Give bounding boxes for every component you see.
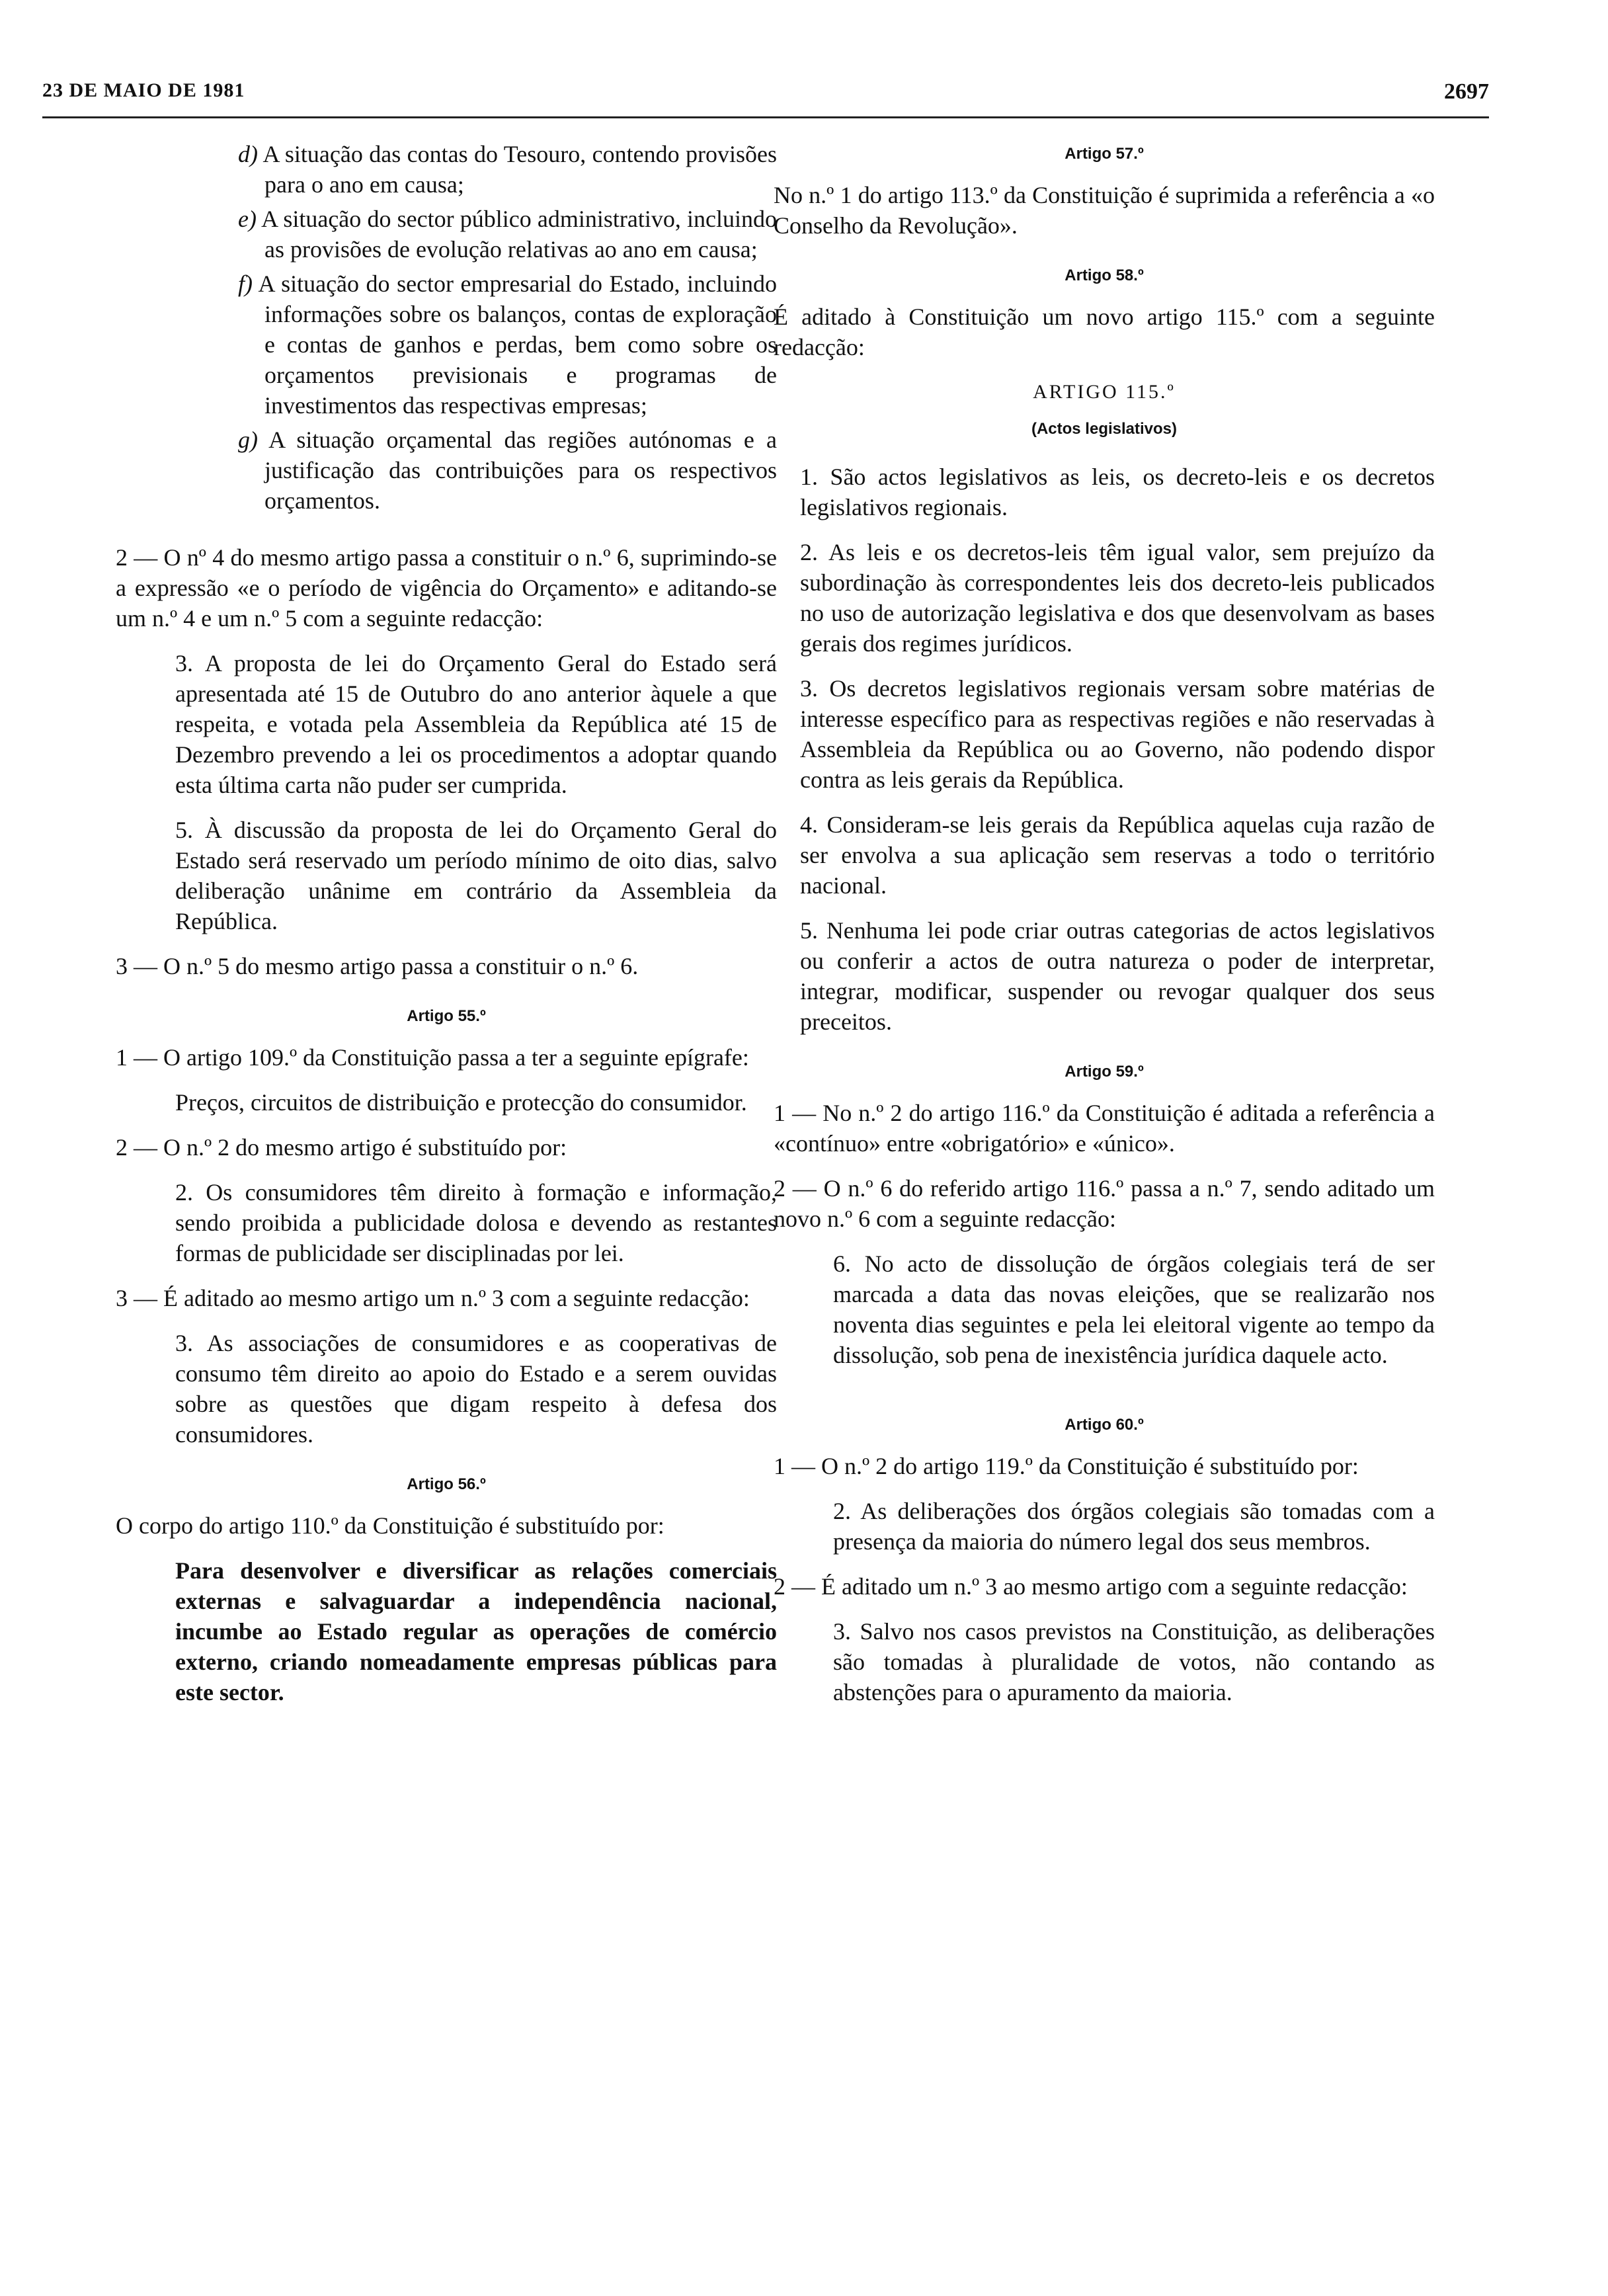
article-heading: Artigo 58.º [1065,266,1144,284]
paragraph: É aditado à Constituição um novo artigo 115.º com a seguinte redacção: [774,304,1435,360]
paragraph: No n.º 1 do artigo 113.º da Constituição é suprimida a referência a «o Conselho da Revolução». [774,182,1435,239]
item-letter: e) [238,206,257,232]
paragraph: 1 — O n.º 2 do artigo 119.º da Constituição é substituído por: [774,1453,1359,1479]
paragraph: 2 — O n.º 6 do referido artigo 116.º passa a n.º 7, sendo aditado um novo n.º 6 com a seguinte redacção: [774,1175,1435,1232]
paragraph: 2 — O nº 4 do mesmo artigo passa a constituir o n.º 6, suprimindo-se a expressão «e o período de vigência do Orçamento» e aditando-se um n.º 4 e um n.º 5 com a seguinte redacção: [116,544,777,632]
quoted-paragraph: Preços, circuitos de distribuição e protecção do consumidor. [175,1089,747,1116]
item-letter: g) [238,427,258,453]
quoted-paragraph: 6. No acto de dissolução de órgãos colegiais terá de ser marcada a data das novas eleições, que se realizarão nos noventa dias seguintes e pela lei eleitoral vigente ao tempo da dissolução, sob pena de inexistência jurídica daquele acto. [833,1250,1435,1368]
quoted-paragraph: 3. A proposta de lei do Orçamento Geral do Estado será apresentada até 15 de Outubro do ano anterior àquele a que respeita, e votada pela Assembleia da República até 15 de Dezembro prevendo a lei os procedimentos a adoptar quando esta última carta não puder ser cumprida. [175,650,777,798]
quoted-paragraph: 3. Os decretos legislativos regionais versam sobre matérias de interesse específico para as respectivas regiões e não reservadas à Assembleia da República ou ao Governo, não podendo dispor contra as leis gerais da República. [800,675,1435,793]
quoted-paragraph: 3. Salvo nos casos previstos na Constituição, as deliberações são tomadas à pluralidade de votos, não contando as abstenções para o apuramento da maioria. [833,1618,1435,1705]
item-letter: f) [238,270,253,297]
page-header [42,79,1489,132]
right-column [774,139,1435,1722]
article-heading: Artigo 60.º [1065,1416,1144,1434]
left-column [116,139,777,1722]
quoted-paragraph: 2. Os consumidores têm direito à formação e informação, sendo proibida a publicidade dolosa e devendo as restantes formas de publicidade ser disciplinadas por lei. [175,1179,777,1266]
item-text: A situação do sector empresarial do Estado, incluindo informações sobre os balanços, contas de exploração e contas de ganhos e perdas, bem como sobre os orçamentos previsionais e programas de investimentos das respectivas empresas; [258,270,777,419]
paragraph: 3 — O n.º 5 do mesmo artigo passa a constituir o n.º 6. [116,953,639,979]
quoted-paragraph: 1. São actos legislativos as leis, os decreto-leis e os decretos legislativos regionais. [800,464,1435,520]
quoted-paragraph: 2. As deliberações dos órgãos colegiais são tomadas com a presença da maioria do número legal dos seus membros. [833,1498,1435,1555]
new-article-subtitle: (Actos legislativos) [1031,420,1178,438]
page-number: 2697 [1444,79,1489,104]
quoted-paragraph: 3. As associações de consumidores e as cooperativas de consumo têm direito ao apoio do Estado e a serem ouvidas sobre as questões que digam respeito à defesa dos consumidores. [175,1330,777,1448]
article-heading: Artigo 57.º [1065,145,1144,163]
item-letter: d) [238,141,258,167]
item-text: A situação orçamental das regiões autónomas e a justificação das contribuições para os respectivos orçamentos. [264,427,777,514]
quoted-paragraph: 2. As leis e os decretos-leis têm igual valor, sem prejuízo da subordinação às correspondentes leis dos decreto-leis publicados no uso de autorização legislativa e dos que desenvolvam as bases gerais dos regimes jurídicos. [800,539,1435,657]
paragraph: 1 — O artigo 109.º da Constituição passa a ter a seguinte epígrafe: [116,1044,749,1071]
list-item [238,425,777,516]
article-heading: Artigo 55.º [407,1007,486,1025]
paragraph: O corpo do artigo 110.º da Constituição é substituído por: [116,1512,664,1539]
list-item [238,139,778,200]
list-item [238,268,777,421]
quoted-paragraph: Para desenvolver e diversificar as relações comerciais externas e salvaguardar a independência nacional, incumbe ao Estado regular as operações de comércio externo, criando nomeadamente empresas públicas para este sector. [175,1557,777,1705]
article-heading: Artigo 59.º [1065,1063,1144,1081]
paragraph: 3 — É aditado ao mesmo artigo um n.º 3 com a seguinte redacção: [116,1285,750,1311]
header-rule [42,116,1489,118]
paragraph: 1 — No n.º 2 do artigo 116.º da Constituição é aditada a referência a «contínuo» entre «obrigatório» e «único». [774,1100,1435,1157]
paragraph: 2 — É aditado um n.º 3 ao mesmo artigo com a seguinte redacção: [774,1573,1408,1600]
header-date: 23 DE MAIO DE 1981 [42,79,245,101]
article-heading: Artigo 56.º [407,1475,486,1493]
quoted-paragraph: 4. Consideram-se leis gerais da República aquelas cuja razão de ser envolva a sua aplicação sem reservas a todo o território nacional. [800,811,1435,899]
quoted-paragraph: 5. À discussão da proposta de lei do Orçamento Geral do Estado será reservado um período mínimo de oito dias, salvo deliberação unânime em contrário da Assembleia da República. [175,817,777,934]
paragraph: 2 — O n.º 2 do mesmo artigo é substituído por: [116,1134,567,1161]
item-text: A situação do sector público administrativo, incluindo as provisões de evolução relativas ao ano em causa; [261,206,777,263]
list-item [238,204,777,265]
quoted-paragraph: 5. Nenhuma lei pode criar outras categorias de actos legislativos ou conferir a actos de outra natureza o poder de interpretar, integrar, modificar, suspender ou revogar qualquer dos seus preceitos. [800,917,1435,1035]
item-text: A situação das contas do Tesouro, contendo provisões para o ano em causa; [262,141,778,198]
new-article-title: ARTIGO 115.º [1033,381,1176,403]
